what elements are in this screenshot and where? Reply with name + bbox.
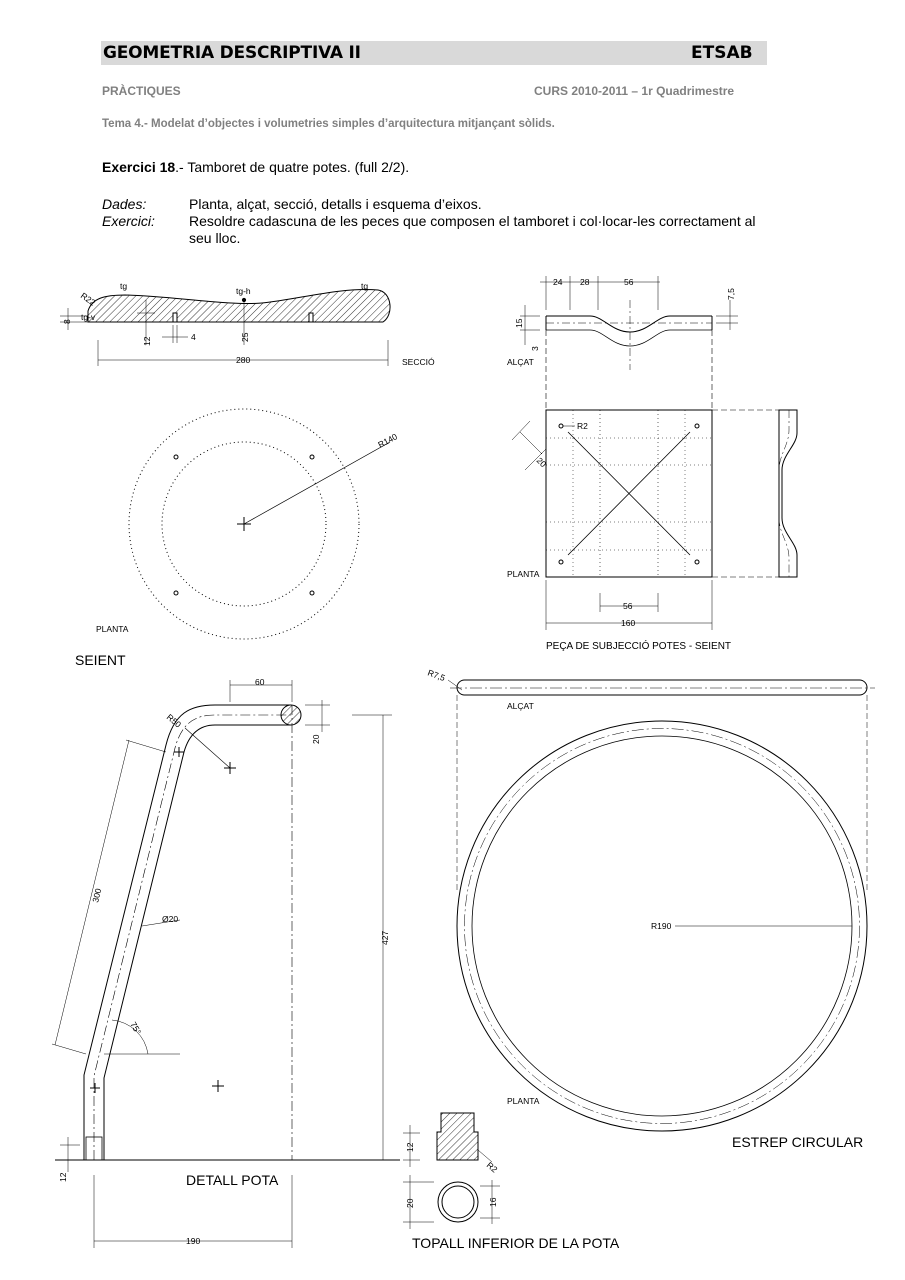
dim-300: 300 <box>90 887 104 904</box>
dim-56: 56 <box>623 601 633 611</box>
dim-20-bracket: 20 <box>534 455 549 470</box>
bracket-caption: PEÇA DE SUBJECCIÓ POTES - SEIENT <box>546 641 732 652</box>
dim-r140: R140 <box>376 431 399 450</box>
dades-label: Dades: <box>102 196 147 212</box>
dim-r190: R190 <box>651 921 672 931</box>
dim-28: 28 <box>580 277 590 287</box>
dim-20-topall: 20 <box>405 1198 415 1208</box>
dim-427: 427 <box>380 930 390 945</box>
dim-24: 24 <box>553 277 563 287</box>
dim-15: 15 <box>514 318 524 328</box>
dades-text: Planta, alçat, secció, detalls i esquema d’eixos. <box>189 196 482 212</box>
exercise-title: .- Tamboret de quatre potes. (full 2/2). <box>175 159 410 175</box>
stopper-caption: TOPALL INFERIOR DE LA POTA <box>412 1235 620 1251</box>
dim-20-pota: 20 <box>311 734 321 744</box>
seat-caption: SEIENT <box>75 652 126 668</box>
dim-tg-v: tg-v <box>81 312 96 322</box>
dim-25: 25 <box>240 332 250 342</box>
dim-d20: Ø20 <box>162 914 179 924</box>
dim-12-topall: 12 <box>405 1142 415 1152</box>
dim-r50: R50 <box>164 711 184 730</box>
course-title: GEOMETRIA DESCRIPTIVA II <box>103 43 361 63</box>
dim-3: 3 <box>530 346 540 351</box>
ring-plan-label: PLANTA <box>507 1096 540 1106</box>
school-name: ETSAB <box>691 43 753 63</box>
dim-r7-5: R7,5 <box>426 667 447 684</box>
dim-8: 8 <box>62 319 72 324</box>
bracket-plan-label: PLANTA <box>507 569 540 579</box>
leg-detail <box>52 680 400 1248</box>
bracket-plan <box>512 410 797 630</box>
dim-60: 60 <box>255 677 265 687</box>
dim-56-top: 56 <box>624 277 634 287</box>
topic-line: Tema 4.- Modelat d’objectes i volumetries simples d’arquitectura mitjançant sòlids. <box>102 118 555 130</box>
leg-caption: DETALL POTA <box>186 1172 279 1188</box>
exercici-label: Exercici: <box>102 213 155 229</box>
dim-4: 4 <box>191 332 196 342</box>
ring-elevation-label: ALÇAT <box>507 701 534 711</box>
leg-stopper <box>403 1113 500 1229</box>
seat-plan-label: PLANTA <box>96 624 129 634</box>
bracket-elevation-label: ALÇAT <box>507 357 534 367</box>
practices-label: PRÀCTIQUES <box>102 84 181 98</box>
dim-280: 280 <box>236 355 251 365</box>
dim-12: 12 <box>142 336 152 346</box>
seat-section-label: SECCIÓ <box>402 357 435 367</box>
dim-12-pota: 12 <box>58 1172 68 1182</box>
dim-r22: R22 <box>78 290 98 308</box>
seat-plan <box>129 409 390 639</box>
dim-tg-left: tg <box>120 281 128 291</box>
dim-7-5: 7,5 <box>726 288 736 300</box>
dim-160: 160 <box>621 618 636 628</box>
dim-tg-h: tg-h <box>236 286 251 296</box>
dim-75deg: 75° <box>128 1020 144 1037</box>
exercise-number: Exercici 18 <box>102 159 176 175</box>
bracket-elevation <box>520 276 738 410</box>
dim-16-topall: 16 <box>488 1197 498 1207</box>
exercici-text: Resoldre cadascuna de les peces que composen el tamboret i col·locar-les correctament al seu lloc. <box>189 213 756 246</box>
course-period: CURS 2010-2011 – 1r Quadrimestre <box>534 84 735 98</box>
dim-r2-bracket: R2 <box>577 421 588 431</box>
dim-190: 190 <box>186 1236 201 1246</box>
seat-section <box>60 290 390 366</box>
dim-r2-topall: R2 <box>484 1159 500 1175</box>
dim-tg-right: tg <box>361 281 369 291</box>
ring-caption: ESTREP CIRCULAR <box>732 1134 864 1150</box>
